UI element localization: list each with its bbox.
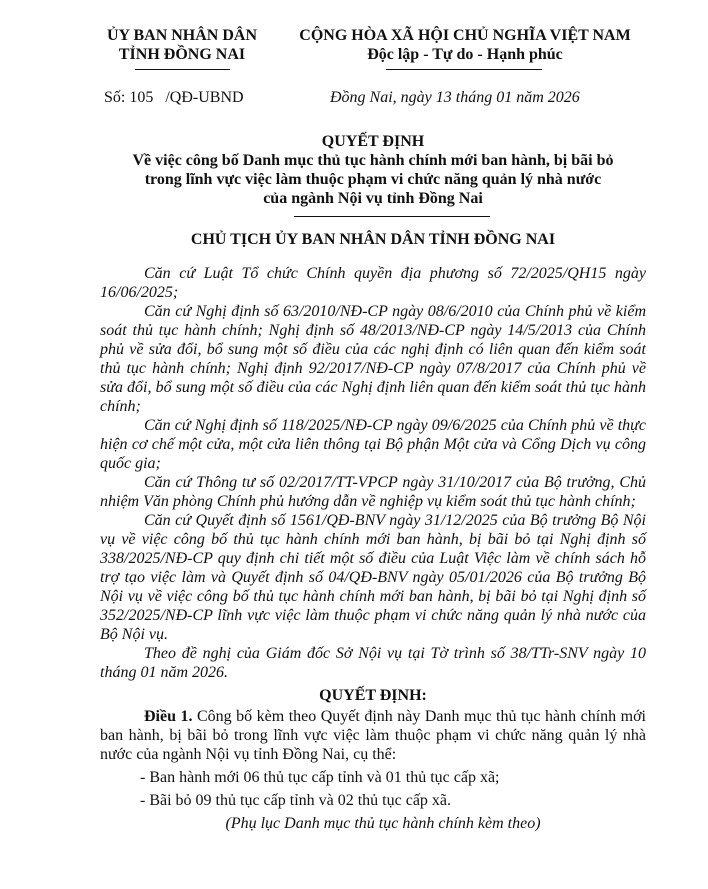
document-number [104,88,244,108]
legal-basis-4: Căn cứ Thông tư số 02/2017/TT-VPCP ngày 31/10/2017 của Bộ trưởng, Chủ nhiệm Văn phòng Chính phủ hướng dẫn về nghiệp vụ kiểm soát thủ tục hành chính; [100,474,646,510]
legal-basis-5: Căn cứ Quyết định số 1561/QĐ-BNV ngày 31/12/2025 của Bộ trưởng Bộ Nội vụ về việc công bố thủ tục hành chính mới ban hành, bị bãi bỏ tại Nghị định số 338/2025/NĐ-CP quy định chi tiết một số điều của Luật Việc làm về chính sách hỗ trợ tạo việc làm và Quyết định số 04/QĐ-BNV ngày 05/01/2026 của Bộ trưởng Bộ Nội vụ về việc công bố thủ tục hành chính mới ban hành, bị bãi bỏ tại Nghị định số 352/2025/NĐ-CP lĩnh vực việc làm thuộc phạm vi chức năng quản lý nhà nước của Bộ Nội vụ. [100,512,646,643]
nation-name: CỘNG HÒA XÃ HỘI CHỦ NGHĨA VIỆT NAM [299,27,631,44]
article-1-label: Điều 1. [144,708,193,725]
agency-line-2: TỈNH ĐỒNG NAI [118,46,246,63]
decision-heading: QUYẾT ĐỊNH: [319,687,427,704]
document-header [0,26,708,86]
title-heading: QUYẾT ĐỊNH [321,133,425,150]
title-line-1: Về việc công bố Danh mục thủ tục hành chính mới ban hành, bị bãi bỏ [132,152,614,169]
motto-underline [386,69,542,70]
legal-basis-2: Căn cứ Nghị định số 63/2010/NĐ-CP ngày 08/6/2010 của Chính phủ về kiểm soát thủ tục hành chính; Nghị định số 48/2013/NĐ-CP ngày 14/5/2013 của Chính phủ về sửa đổi, bổ sung một số điều của các nghị định có liên quan đến kiểm soát thủ tục hành chính; Nghị định 92/2017/NĐ-CP ngày 07/8/2017 của Chính phủ về sửa đổi, bổ sung một số điều của các Nghị định liên quan đến kiểm soát thủ tục hành chính; [100,303,646,415]
agency-underline [135,69,230,70]
legal-basis-1: Căn cứ Luật Tổ chức Chính quyền địa phương số 72/2025/QH15 ngày 16/06/2025; [100,265,646,301]
document-title [100,132,646,208]
motto: Độc lập - Tự do - Hạnh phúc [367,46,563,63]
article-1-text: Công bố kèm theo Quyết định này Danh mục thủ tục hành chính mới ban hành, bị bãi bỏ trong lĩnh vực việc làm thuộc phạm vi chức năng quản lý nhà nước của ngành Nội vụ tỉnh Đồng Nai, cụ thể: [100,708,647,763]
document-number-label: Số: 105 [104,89,154,106]
document-number-suffix: /QĐ-UBND [165,89,244,106]
title-underline [294,216,490,217]
appendix-note: (Phụ lục Danh mục thủ tục hành chính kèm theo) [225,815,541,832]
title-line-3: của ngành Nội vụ tỉnh Đồng Nai [263,190,483,207]
article-1 [100,707,646,764]
national-motto [280,26,650,64]
legal-basis-3: Căn cứ Nghị định số 118/2025/NĐ-CP ngày 09/6/2025 của Chính phủ về thực hiện cơ chế một cửa, một cửa liên thông tại Bộ phận Một cửa và Cổng Dịch vụ công quốc gia; [100,417,646,472]
issuing-authority: CHỦ TỊCH ỦY BAN NHÂN DÂN TỈNH ĐỒNG NAI [190,231,556,248]
document-date: Đồng Nai, ngày 13 tháng 01 năm 2026 [330,89,580,106]
agency-line-1: ỦY BAN NHÂN DÂN [106,27,258,44]
list-item: - Bãi bỏ 09 thủ tục cấp tỉnh và 02 thủ tục cấp xã. [140,792,452,809]
title-line-2: trong lĩnh vực việc làm thuộc phạm vi chức năng quản lý nhà nước [144,171,602,188]
list-item: - Ban hành mới 06 thủ tục cấp tỉnh và 01 thủ tục cấp xã; [140,769,500,786]
issuing-agency [82,26,282,64]
document-body [100,264,646,833]
legal-basis-6: Theo đề nghị của Giám đốc Sở Nội vụ tại Tờ trình số 38/TTr-SNV ngày 10 tháng 01 năm 2026. [100,645,646,681]
